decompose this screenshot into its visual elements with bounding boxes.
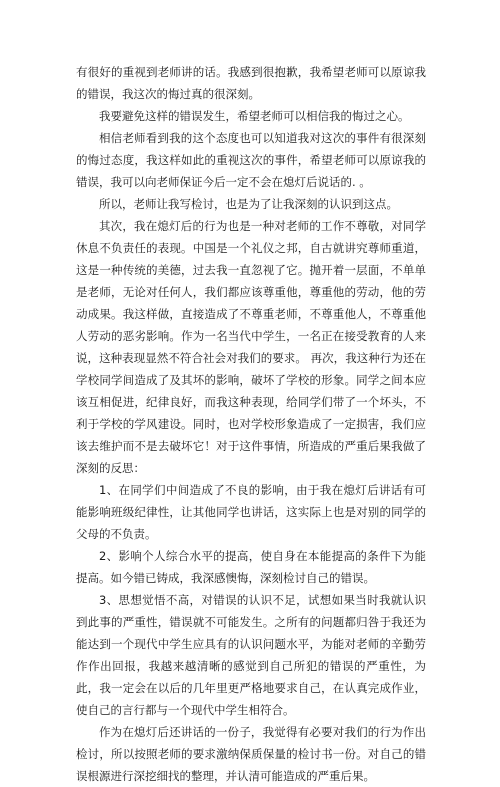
document-body bbox=[76, 61, 426, 787]
numbered-item: 1、在同学们中间造成了不良的影响，由于我在熄灯后讲话有可能影响班级纪律性，让其他同学也讲话，这实际上也是对别的同学的父母的不负责。 bbox=[76, 483, 426, 541]
numbered-item: 2、影响个人综合水平的提高，使自身在本能提高的条件下为能提高。如今错已铸成，我深感懊悔，深刻检讨自己的错误。 bbox=[76, 549, 426, 585]
paragraph: 作为在熄灯后还讲话的一份子，我觉得有必要对我们的行为作出检讨，所以按照老师的要求激纳保质保量的检讨书一份。对自己的错误根源进行深挖细找的整理，并认清可能造成的严重后果。 bbox=[76, 725, 426, 783]
paragraph: 我要避免这样的错误发生，希望老师可以相信我的悔过之心。 bbox=[99, 109, 410, 123]
paragraph-continuation: 有很好的重视到老师讲的话。我感到很抱歉，我希望老师可以原谅我的错误，我这次的悔过真的很深刻。 bbox=[76, 65, 426, 101]
paragraph: 其次，我在熄灯后的行为也是一种对老师的工作不尊敬，对同学休息不负责任的表现。中国是一个礼仪之邦，自古就讲究尊师重道，这是一种传统的美德，过去我一直忽视了它。抛开着一层面，不单单是老师，无论对任何人，我们都应该尊重他，尊重他的劳动，他的劳动成果。我这样做，直接造成了不尊重老师，不尊重他人，不尊重他人劳动的恶劣影响。作为一名当代中学生，一名正在接受教育的人来说，这种表现显然不符合社会对我们的要求。 再次，我这种行为还在学校同学间造成了及其坏的影响，破坏了学校的形象。同学之间本应该互相促进，纪律良好，而我这种表现，给同学们带了一个坏头，不利于学校的学风建设。同时，也对学校形象造成了一定损害，我们应该去维护而不是去破坏它！对于这件事情，所造成的严重后果我做了深刻的反思： bbox=[76, 219, 426, 475]
paragraph: 相信老师看到我的这个态度也可以知道我对这次的事件有很深刻的悔过态度，我这样如此的重视这次的事件，希望老师可以原谅我的错误，我可以向老师保证今后一定不会在熄灯后说话的. 。 bbox=[76, 131, 426, 189]
paragraph: 所以，老师让我写检讨，也是为了让我深刻的认识到这点。 bbox=[99, 197, 398, 211]
numbered-item: 3、思想觉悟不高，对错误的认识不足，试想如果当时我就认识到此事的严重性，错误就不可能发生。之所有的问题都归咎于我还为能达到一个现代中学生应具有的认识问题水平，为能对老师的辛勤劳作作出回报，我越来越清晰的感觉到自己所犯的错误的严重性，为此，我一定会在以后的几年里更严格地要求自己，在认真完成作业，使自己的言行都与一个现代中学生相符合。 bbox=[76, 593, 426, 717]
